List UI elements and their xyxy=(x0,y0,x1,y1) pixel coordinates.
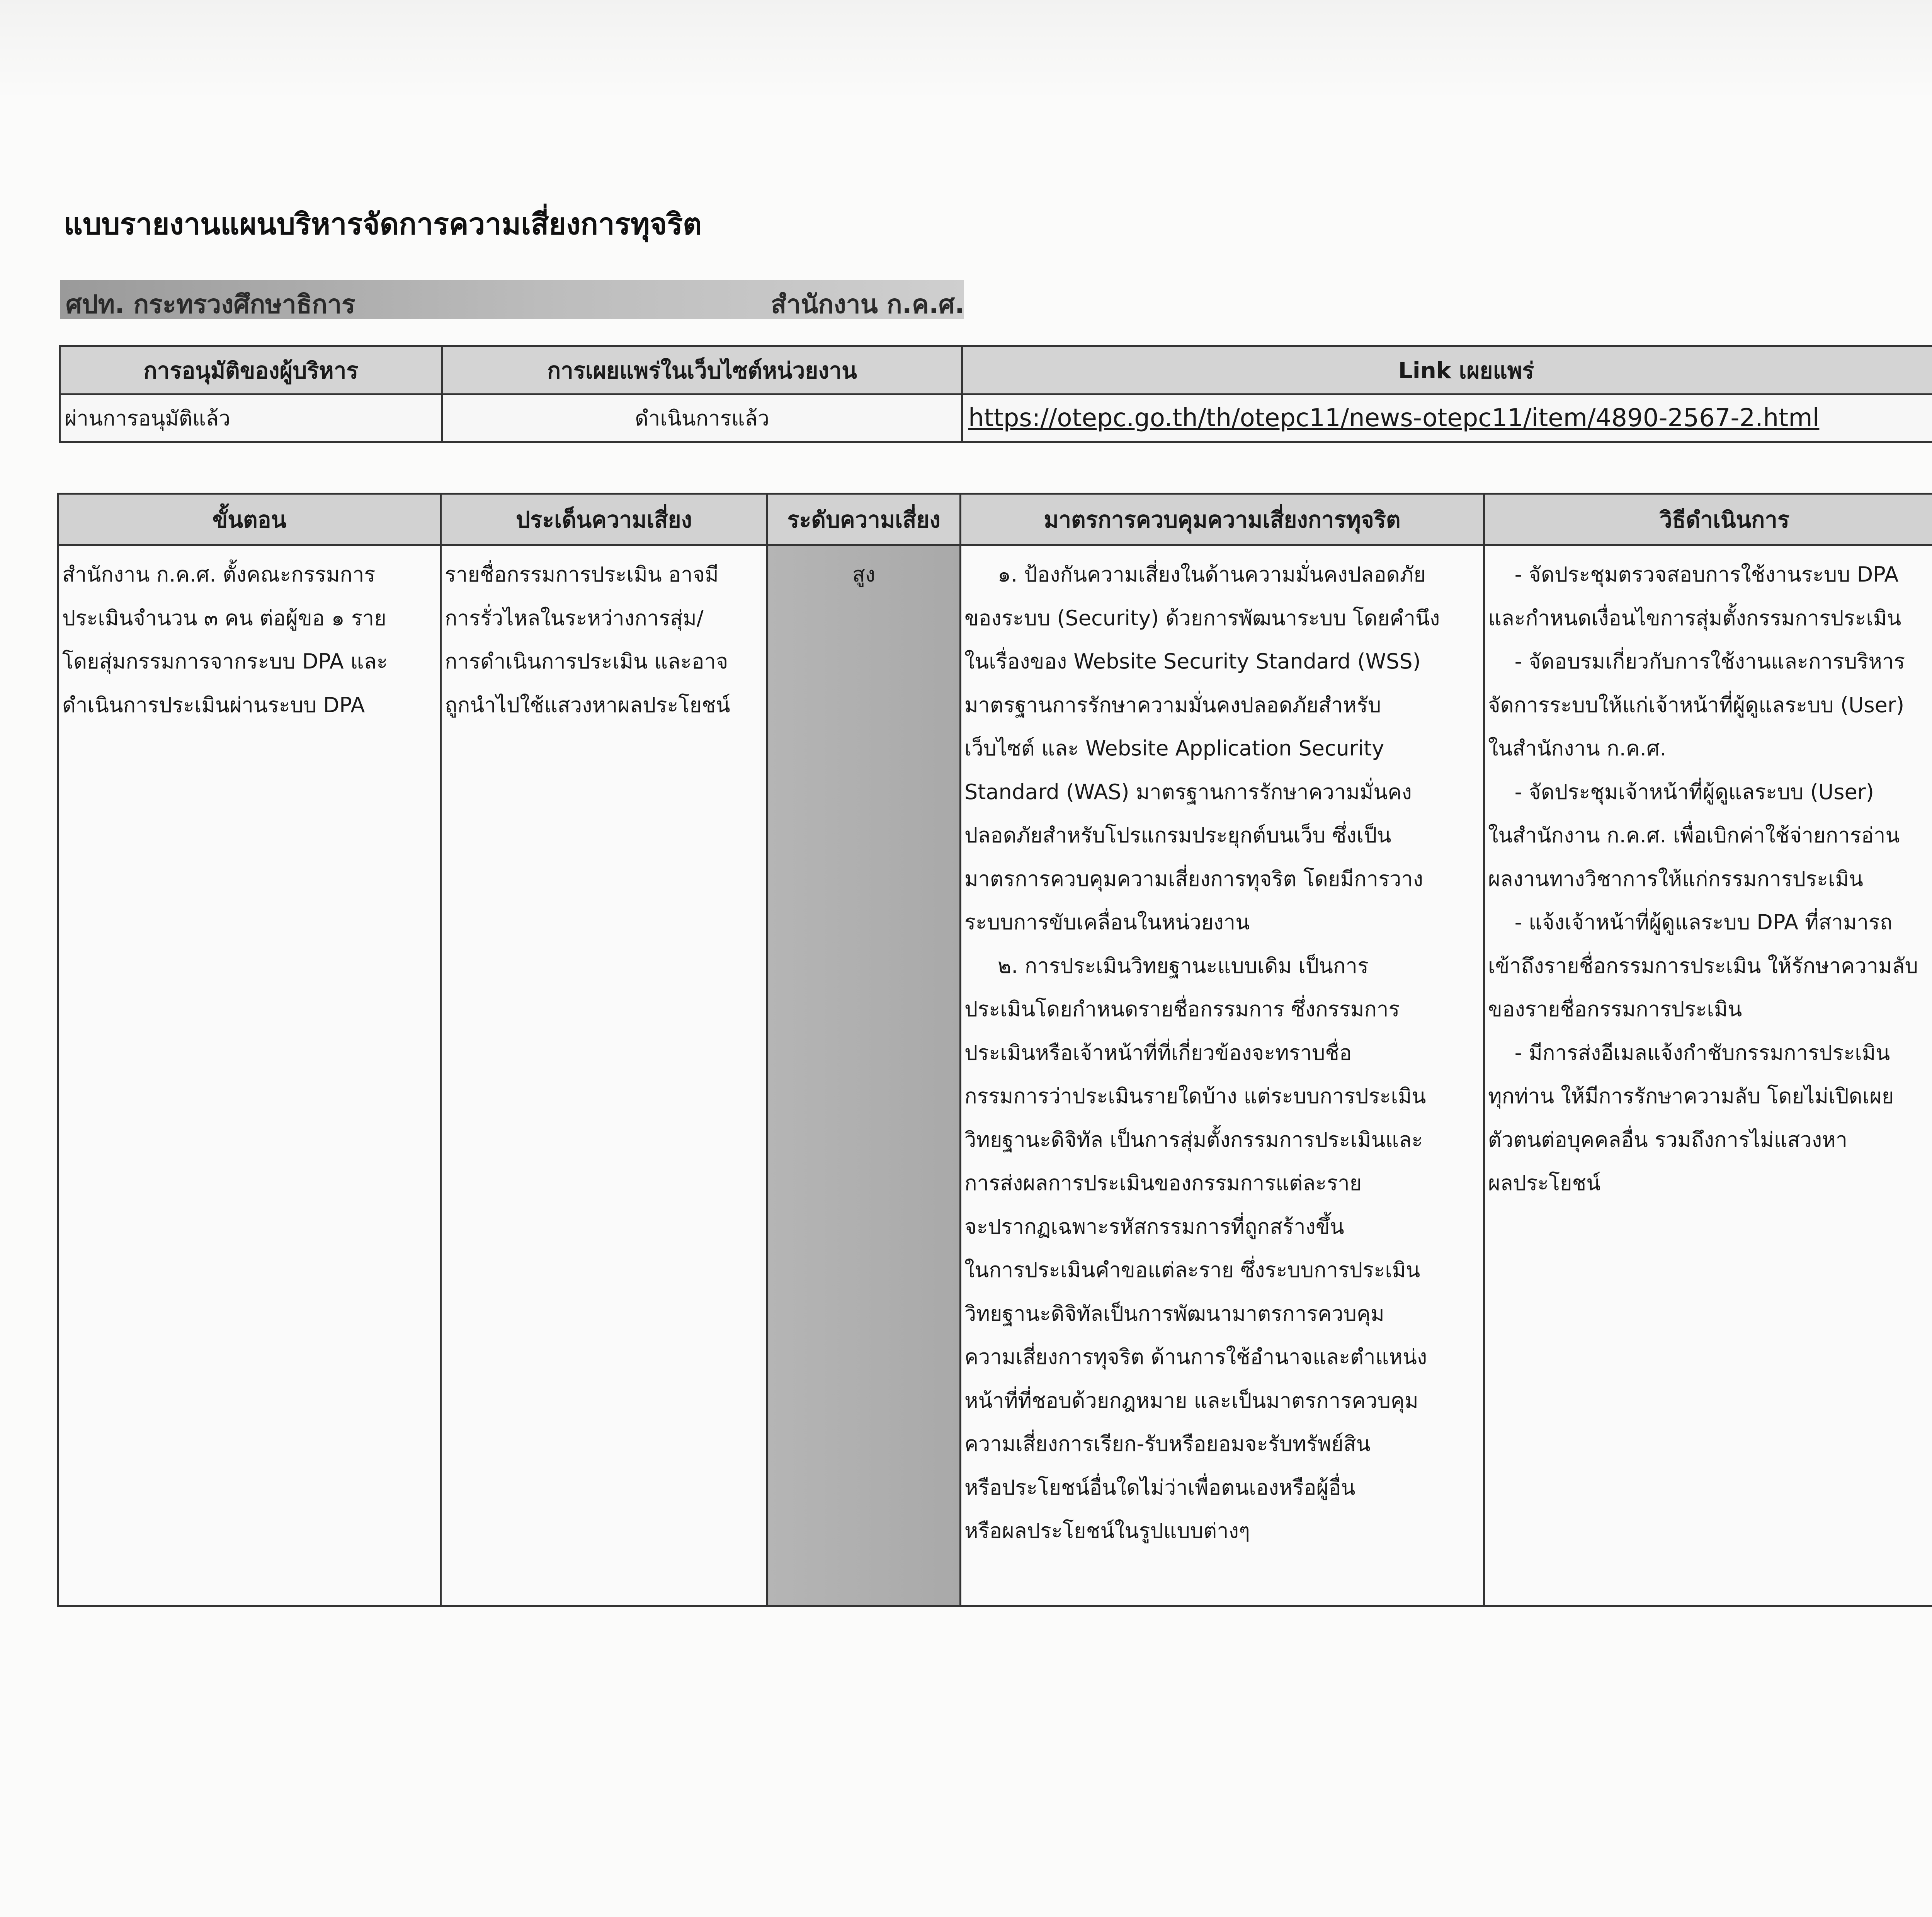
measure-line: ระบบการขับเคลื่อนในหน่วยงาน xyxy=(964,910,1250,934)
measure-line: หรือผลประโยชน์ในรูปแบบต่างๆ xyxy=(964,1519,1250,1543)
measure-line: มาตรฐานการรักษาความมั่นคงปลอดภัยสำหรับ xyxy=(964,692,1381,717)
control-measures-cell xyxy=(961,545,1484,1606)
scan-shading xyxy=(0,0,1932,100)
measure-line: วิทยฐานะดิจิทัลเป็นการพัฒนามาตรการควบคุม xyxy=(964,1301,1384,1326)
method-line: ผลประโยชน์ xyxy=(1488,1171,1601,1195)
step-cell xyxy=(58,545,441,1606)
table-row xyxy=(58,545,1932,1606)
approval-status: ผ่านการอนุมัติแล้ว xyxy=(60,395,442,442)
publication-row xyxy=(60,395,1932,442)
header-website-publication: การเผยแพร่ในเว็บไซต์หน่วยงาน xyxy=(442,346,962,395)
measure-line: การส่งผลการประเมินของกรรมการแต่ละราย xyxy=(964,1171,1362,1195)
measure-line: ประเมินหรือเจ้าหน้าที่ที่เกี่ยวข้องจะทราบชื่อ xyxy=(964,1040,1352,1065)
measure-line: ความเสี่ยงการเรียก-รับหรือยอมจะรับทรัพย์สิน xyxy=(964,1432,1371,1456)
measure-line: กรรมการว่าประเมินรายใดบ้าง แต่ระบบการประเมิน xyxy=(964,1084,1426,1108)
method-line: ตัวตนต่อบุคคลอื่น รวมถึงการไม่แสวงหา xyxy=(1488,1127,1848,1152)
measure-line: หน้าที่ที่ชอบด้วยกฎหมาย และเป็นมาตรการควบคุม xyxy=(964,1388,1418,1413)
measure-line: จะปรากฏเฉพาะรหัสกรรมการที่ถูกสร้างขึ้น xyxy=(964,1214,1344,1239)
risk-issue-cell xyxy=(441,545,767,1606)
method-line: และกำหนดเงื่อนไขการสุ่มตั้งกรรมการประเมิน xyxy=(1488,606,1901,630)
website-status: ดำเนินการแล้ว xyxy=(442,395,962,442)
measure-line: ประเมินโดยกำหนดรายชื่อกรรมการ ซึ่งกรรมการ xyxy=(964,997,1400,1021)
measure-line: ของระบบ (Security) ด้วยการพัฒนาระบบ โดยคำนึง xyxy=(964,606,1440,630)
method-line: ในสำนักงาน ก.ค.ศ. เพื่อเบิกค่าใช้จ่ายการอ่าน xyxy=(1488,823,1900,847)
method-line: - แจ้งเจ้าหน้าที่ผู้ดูแลระบบ DPA ที่สามารถ xyxy=(1488,910,1893,934)
ministry-label: ศปท. กระทรวงศึกษาธิการ xyxy=(66,289,355,319)
risk-management-table xyxy=(57,493,1932,1607)
header-methods: วิธีดำเนินการ xyxy=(1484,494,1932,545)
header-publication-link: Link เผยแพร่ xyxy=(962,346,1932,395)
measure-line: ในการประเมินคำขอแต่ละราย ซึ่งระบบการประเมิน xyxy=(964,1258,1420,1282)
header-control-measures: มาตรการควบคุมความเสี่ยงการทุจริต xyxy=(961,494,1484,545)
method-line: - มีการส่งอีเมลแจ้งกำชับกรรมการประเมิน xyxy=(1488,1040,1890,1065)
risk-table-header-row xyxy=(58,494,1932,545)
measure-line: หรือประโยชน์อื่นใดไม่ว่าเพื่อตนเองหรือผู้อื่น xyxy=(964,1475,1355,1500)
method-line: ของรายชื่อกรรมการประเมิน xyxy=(1488,997,1742,1021)
risk-issue-line: ถูกนำไปใช้แสวงหาผลประโยชน์ xyxy=(445,692,730,717)
method-line: - จัดประชุมเจ้าหน้าที่ผู้ดูแลระบบ (User) xyxy=(1488,779,1874,804)
risk-level-cell xyxy=(767,545,961,1606)
header-risk-issue: ประเด็นความเสี่ยง xyxy=(441,494,767,545)
publication-link-cell xyxy=(962,395,1932,442)
measure-line: ๒. การประเมินวิทยฐานะแบบเดิม เป็นการ xyxy=(964,953,1369,978)
header-risk-level: ระดับความเสี่ยง xyxy=(767,494,961,545)
step-line: ดำเนินการประเมินผ่านระบบ DPA xyxy=(62,692,365,717)
methods-cell xyxy=(1484,545,1932,1606)
risk-issue-line: การดำเนินการประเมิน และอาจ xyxy=(445,649,728,674)
document-title: แบบรายงานแผนบริหารจัดการความเสี่ยงการทุจริต xyxy=(64,207,702,241)
method-line: ทุกท่าน ให้มีการรักษาความลับ โดยไม่เปิดเผย xyxy=(1488,1084,1894,1108)
publication-link[interactable]: https://otepc.go.th/th/otepc11/news-otepc11/item/4890-2567-2.html xyxy=(968,404,1820,432)
method-line: จัดการระบบให้แก่เจ้าหน้าที่ผู้ดูแลระบบ (User) xyxy=(1488,692,1905,717)
step-line: โดยสุ่มกรรมการจากระบบ DPA และ xyxy=(62,649,388,674)
step-line: สำนักงาน ก.ค.ศ. ตั้งคณะกรรมการ xyxy=(62,562,376,587)
step-line: ประเมินจำนวน ๓ คน ต่อผู้ขอ ๑ ราย xyxy=(62,606,386,630)
method-line: ในสำนักงาน ก.ค.ศ. xyxy=(1488,736,1667,760)
measure-line: ปลอดภัยสำหรับโปรแกรมประยุกต์บนเว็บ ซึ่งเป็น xyxy=(964,823,1391,847)
method-line: - จัดอบรมเกี่ยวกับการใช้งานและการบริหาร xyxy=(1488,649,1905,674)
risk-level-value: สูง xyxy=(852,562,876,587)
measure-line: มาตรการควบคุมความเสี่ยงการทุจริต โดยมีการวาง xyxy=(964,866,1423,891)
method-line: ผลงานทางวิชาการให้แก่กรรมการประเมิน xyxy=(1488,866,1863,891)
risk-issue-line: รายชื่อกรรมการประเมิน อาจมี xyxy=(445,562,719,587)
risk-issue-line: การรั่วไหลในระหว่างการสุ่ม/ xyxy=(445,606,704,630)
header-step: ขั้นตอน xyxy=(58,494,441,545)
method-line: - จัดประชุมตรวจสอบการใช้งานระบบ DPA xyxy=(1488,562,1899,587)
publication-header-row xyxy=(60,346,1932,395)
office-label: สำนักงาน ก.ค.ศ. xyxy=(771,289,965,319)
measure-line: Standard (WAS) มาตรฐานการรักษาความมั่นคง xyxy=(964,779,1412,804)
measure-line: ความเสี่ยงการทุจริต ด้านการใช้อำนาจและตำแหน่ง xyxy=(964,1345,1427,1369)
header-approval: การอนุมัติของผู้บริหาร xyxy=(60,346,442,395)
method-line: เข้าถึงรายชื่อกรรมการประเมิน ให้รักษาความลับ xyxy=(1488,953,1918,978)
measure-line: ในเรื่องของ Website Security Standard (WSS) xyxy=(964,649,1421,674)
publication-table xyxy=(59,345,1932,443)
measure-line: เว็บไซต์ และ Website Application Security xyxy=(964,736,1384,760)
measure-line: ๑. ป้องกันความเสี่ยงในด้านความมั่นคงปลอดภัย xyxy=(964,562,1426,587)
measure-line: วิทยฐานะดิจิทัล เป็นการสุ่มตั้งกรรมการประเมินและ xyxy=(964,1127,1423,1152)
